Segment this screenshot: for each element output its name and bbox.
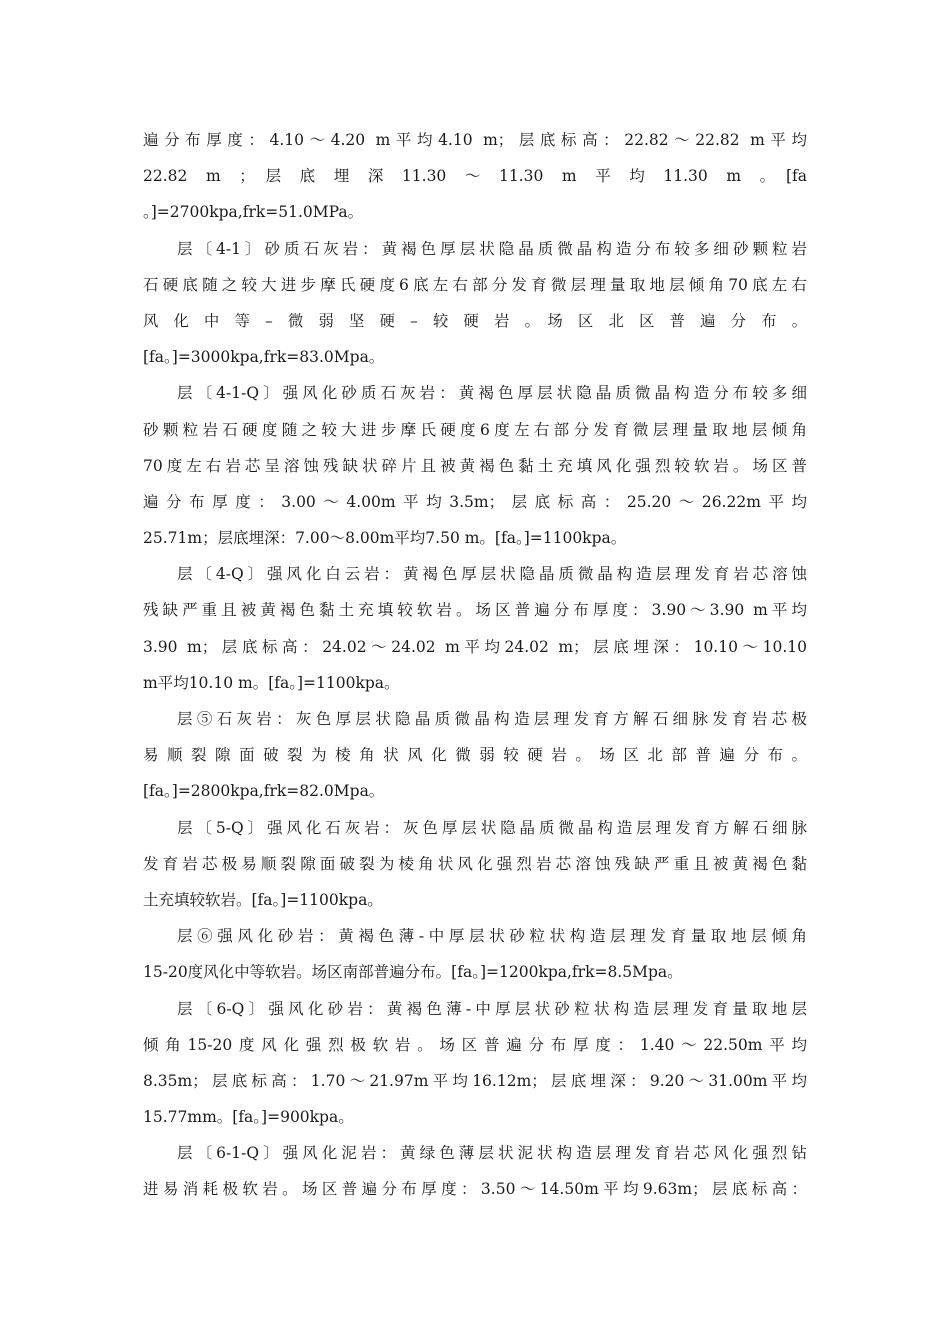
text-line: 。]=2700kpa,frk=51.0MPa。 [143, 203, 364, 222]
text-line: 25.71m；层底埋深：7.00～8.00m平均7.50 m。[fa。]=1100kpa。 [143, 529, 627, 548]
text-line: 风 化 中 等 – 微 弱 坚 硬 – 较 硬 岩 。 场 区 北 区 普 遍 分 布 。 [143, 311, 807, 330]
text-line: 70度左右岩芯呈溶蚀残缺状碎片且被黄褐色黏土充填风化强烈较软岩。场区普 [143, 456, 807, 475]
text-line: 层〔4-1-Q〕强风化砂质石灰岩：黄褐色厚层状隐晶质微晶构造分布较多细 [177, 384, 807, 403]
text-line: 遍分布厚度：3.00～4.00m平均3.5m；层底标高：25.20～26.22m平均 [143, 492, 807, 511]
text-line: 层〔6-1-Q〕强风化泥岩：黄绿色薄层状泥状构造层理发育岩芯风化强烈钻 [177, 1144, 807, 1163]
text-line: 遍分布厚度：4.10～4.20 m平均4.10 m；层底标高：22.82～22.82 m平均 [143, 131, 807, 149]
text-line: 15-20度风化中等软岩。场区南部普遍分布。[fa。]=1200kpa,frk=8.5Mpa。 [143, 963, 683, 982]
document-page [143, 122, 807, 1208]
paragraph-layer-5 [143, 701, 807, 810]
text-line: 3.90 m；层底标高：24.02～24.02 m平均24.02 m；层底埋深：10.10～10.10 [143, 637, 807, 656]
paragraph-layer-6-1-q [143, 1135, 807, 1207]
text-line: 倾角15-20度风化强烈极软岩。场区普遍分布厚度：1.40～22.50m平均 [143, 1035, 807, 1054]
paragraph-layer-4-1 [143, 231, 807, 376]
paragraph-layer-4-1-q [143, 375, 807, 556]
text-line: 发育岩芯极易顺裂隙面破裂为棱角状风化强烈岩芯溶蚀残缺严重且被黄褐色黏 [143, 854, 807, 873]
text-line: m平均10.10 m。[fa。]=1100kpa。 [143, 673, 400, 692]
text-line: 层〔4-1〕砂质石灰岩：黄褐色厚层状隐晶质微晶构造分布较多细砂颗粒岩 [177, 239, 807, 258]
text-line: 进易消耗极软岩。场区普遍分布厚度：3.50～14.50m平均9.63m；层底标高： [143, 1180, 807, 1199]
paragraph-layer-4-q [143, 556, 807, 701]
text-line: 土充填较软岩。[fa。]=1100kpa。 [143, 890, 383, 909]
text-line: 易顺裂隙面破裂为棱角状风化微弱较硬岩。场区北部普遍分布。 [143, 746, 807, 765]
paragraph-layer-5-q [143, 810, 807, 919]
text-line: 石硬底随之较大进步摩氏硬度6底左右部分发育微层理量取地层倾角70底左右 [143, 275, 807, 294]
text-line: 层⑤石灰岩：灰色厚层状隐晶质微晶构造层理发育方解石细脉发育岩芯极 [177, 710, 807, 728]
text-line: 层〔5-Q〕强风化石灰岩：灰色厚层状隐晶质微晶构造层理发育方解石细脉 [177, 818, 807, 837]
text-line: 8.35m；层底标高：1.70～21.97m平均16.12m；层底埋深：9.20～31.00m平均 [143, 1071, 807, 1090]
text-line: 层⑥强风化砂岩：黄褐色薄-中厚层状砂粒状构造层理发育量取地层倾角 [177, 927, 807, 946]
text-line: 22.82 m ； 层 底 埋 深 11.30 ～ 11.30 m 平 均 11.30 m 。 [fa [143, 167, 807, 186]
paragraph-layer-6 [143, 918, 807, 990]
text-line: 层〔4-Q〕强风化白云岩：黄褐色厚层状隐晶质微晶构造层理发育岩芯溶蚀 [177, 565, 807, 584]
text-line: 15.77mm。[fa。]=900kpa。 [143, 1108, 354, 1127]
text-line: 砂颗粒岩石硬度随之较大进步摩氏硬度6度左右部分发育微层理量取地层倾角 [143, 420, 807, 439]
text-line: [fa。]=2800kpa,frk=82.0Mpa。 [143, 782, 385, 801]
paragraph-layer-continuation [143, 122, 807, 231]
text-line: 残缺严重且被黄褐色黏土充填较软岩。场区普遍分布厚度：3.90～3.90 m平均 [143, 601, 807, 620]
text-line: [fa。]=3000kpa,frk=83.0Mpa。 [143, 348, 385, 367]
text-line: 层〔6-Q〕强风化砂岩：黄褐色薄-中厚层状砂粒状构造层理发育量取地层 [177, 999, 807, 1018]
paragraph-layer-6-q [143, 991, 807, 1136]
